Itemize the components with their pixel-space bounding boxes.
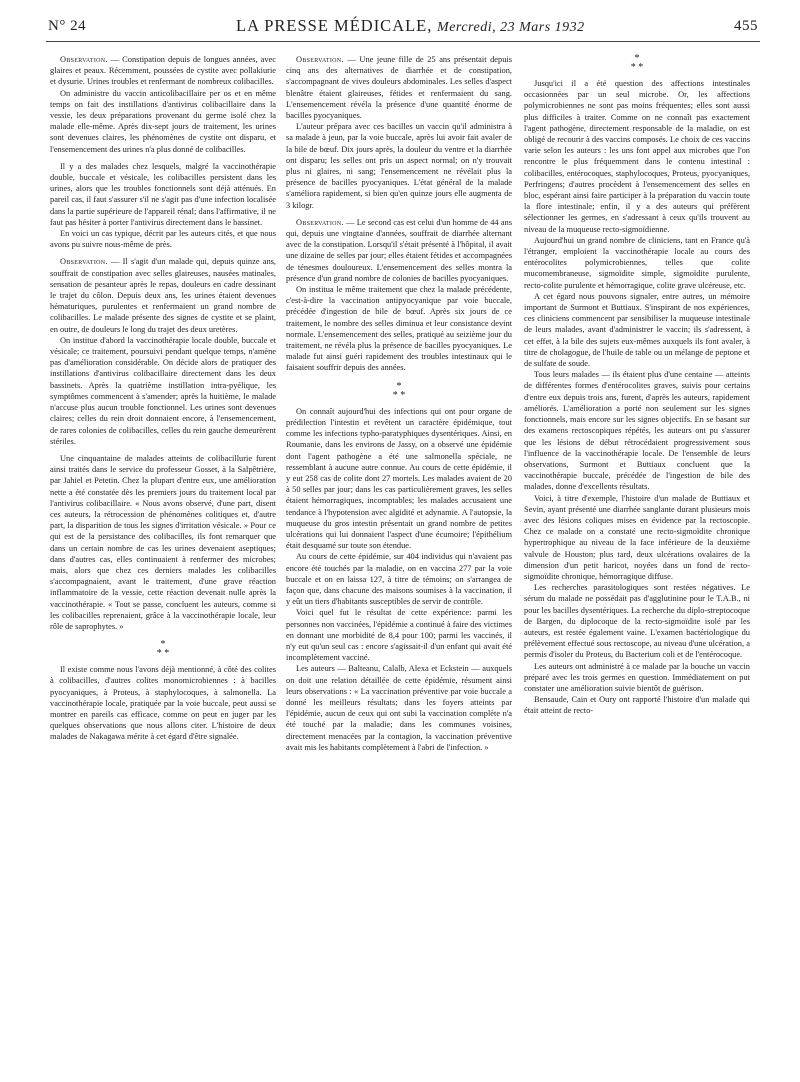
header-rule [46,41,760,42]
body-paragraph [286,551,512,607]
body-paragraph [286,284,512,374]
column-right [524,54,750,1072]
paragraph-text: Voici quel fut le résultat de cette expérience: parmi les personnes non vaccinées, l'épidémie a continué à faire des victimes en donnant une morbidité de 8,4 pour 100; parmi les vaccinés, il n'y eut qu'un seul cas : encore s'agissait-il d'un enfant qui avait été incomplètement vacciné. [286,608,512,663]
body-paragraph [50,453,276,632]
body-paragraph [524,291,750,369]
body-paragraph [286,663,512,753]
body-paragraph [286,607,512,663]
paragraph-text: Tous leurs malades — ils étaient plus d'une centaine — atteints de différentes formes d'entérocolites graves, suivis pour certains d'entre eux depuis trois ans, furent, d'après les auteurs, rapidement améliorés. L'amélioration a porté non seulement sur les signes fonctionnels, mais encore sur les signes objectifs. En se basant sur des examens rectoscopiques répétés, les auteurs ont pu s'assurer que les lésions de début rétrocédaient progressivement sous l'influence de la vaccinothérapie locale. De l'ensemble de leurs observations, Surmont et Buttiaux concluent que la vaccinothérapie buccale, précédée de l'ingestion de bile des malades, donne d'excellents résultats. [524,370,750,492]
paragraph-text: Les auteurs — Balteanu, Calalb, Alexa et Eckstein — auxquels on doit une relation détaillée de cette épidémie, résument ainsi leurs observations : « La vaccination préventive par voie buccale a donné les meilleurs résultats; dans les foyers atteints par l'épidémie, aucun de ceux qui ont subi la vaccination complète n'a été touché par la maladie; dans les communes voisines, directement menacées par la contagion, la vaccination préventive avait mis les habitants complètement à l'abri de l'infection. » [286,664,512,752]
publication-name: LA PRESSE MÉDICALE, [236,16,433,35]
body-paragraph [524,582,750,660]
paragraph-text: On connaît aujourd'hui des infections qui ont pour organe de prédilection l'intestin et revêtent un caractère épidémique, tout comme les infections typho-paratyphiques dysentériques. Ainsi, en Roumanie, dans les environs de Jassy, on a observé une épidémie dont l'agent pathogène a été une salmonella spéciale, ne ressemblant à aucune autre connue. Au cours de cette épidémie, il y eut 258 cas de colite dont 27 mortels. Les malades avaient de 20 à 50 selles par jour; dans les cas particulièrement graves, les selles étaient hémorragiques, incomptables; les malades accusaient une tendance à l'hypotension avec algidité et adynamie. A l'autopsie, la muqueuse du gros intestin présentait un grand nombre de petites ulcérations qui lui donnaient l'aspect d'une écumoire; l'épithélium était desquamé sur toute son étendue. [286,406,512,551]
paragraph-text: — Le second cas est celui d'un homme de 44 ans qui, depuis une vingtaine d'années, souffrait de diarrhée alternant avec de la constipation. Lorsqu'il s'était présenté à l'hôpital, il avait une dizaine de selles par jour; elles étaient fétides et accompagnées de ténesmes douloureux. L'ensemencement des selles montra la présence d'un grand nombre de colonies de bacilles pyocyaniques. [286,217,512,283]
paragraph-text: Les recherches parasitologiques sont restées négatives. Le sérum du malade ne possédait pas d'agglutinine pour le T.A.B., ni pour les bacilles dysentériques. La recherche du diplo-streptocoque de Bargen, du diplocoque de la recto-sigmoïdite isolé par les auteurs, est restée également vaine. L'examen bactériologique du prélèvement effectué sous rectoscope, au niveau d'une ulcération, a permis d'isoler du Proteus, du Bacterium coli et de l'entérocoque. [524,583,750,660]
paragraph-text: — Constipation depuis de longues années, avec glaires et peaux. Récemment, poussées de cystite avec pollakiurie et dysurie. Urines troubles et renfermant de nombreux colibacilles. [50,55,276,87]
body-paragraph [50,228,276,250]
body-paragraph [524,661,750,695]
paragraph-text: Aujourd'hui un grand nombre de cliniciens, tant en France qu'à l'étranger, emploient la vaccinothérapie locale au cours des entérocolites polymicrobiennes, telles que colite mucomembraneuse, sigmoïdite simple, sigmoïdite purulente, recto-colite purulente et hémorragique, colite grave ulcéreuse, etc. [524,235,750,290]
observation-paragraph [50,256,276,334]
page-header [48,14,758,38]
paragraph-text: Jusqu'ici il a été question des affections intestinales occasionnées par un seul microbe. Or, les affections polymicrobiennes ne sont pas moins fréquentes; elles sont aussi plus difficiles à traiter. Comme on ne connaît pas exactement l'agent pathogène, directement responsable de la maladie, on est obligé de recourir à des vaccins composés. Le choix de ces vaccins varie selon les auteurs : les uns font appel aux microbes que l'on rencontre le plus fréquemment dans le contenu intestinal : colibacilles, entérocoques, staphylocoques, Proteus, pyocyaniques, Perfringens; d'autres procèdent à l'ensemencement des selles en bloc, espérant ainsi faire participer à la préparation du vaccin toute la flore intestinale; enfin, il y a des auteurs qui préfèrent sélectionner les germes, en s'adressant à ceux qu'ils trouvent au niveau de la muqueuse recto-sigmoïdienne. [524,79,750,234]
body-paragraph [50,664,276,742]
paragraph-text: Au cours de cette épidémie, sur 404 individus qui n'avaient pas encore été touchés par la maladie, on en vaccina 277 par la voie buccale et on en laissa 127, à titre de témoins; on s'arrangea de façon que, dans chacune des maisons soumises à la vaccination, il y eût un tiers d'habitants susceptibles de servir de contrôle. [286,552,512,607]
paragraph-text: Il existe comme nous l'avons déjà mentionné, à côté des colites à colibacilles, d'autres colites monomicrobiennes : à bacilles pyocyaniques, à Proteus, à staphylocoques, à salmonella. La vaccinothérapie locale, pratiquée par la voie buccale, peut aussi se montrer en pareils cas efficace, comme on peut en juger par les quelques observations que nous allons citer. L'histoire de deux malades de Nakagawa mérite à cet égard d'être signalée. [50,665,276,742]
body-paragraph [524,694,750,716]
paragraph-text: Bensaude, Cain et Oury ont rapporté l'histoire d'un malade qui était atteint de recto- [524,695,750,716]
paragraph-text: Les auteurs ont administré à ce malade par la bouche un vaccin préparé avec les trois germes en question. Immédiatement on put constater une amélioration suivie bientôt de guérison. [524,661,750,693]
paragraph-text: En voici un cas typique, décrit par les auteurs cités, et que nous avons pu suivre nous-même de près. [50,229,276,250]
observation-label: Observation. [60,55,108,64]
section-separator: * * * [392,380,406,401]
observation-label: Observation. [60,257,108,267]
paragraph-text: On administre du vaccin anticolibacillaire per os et en même temps on fait des instillations d'antivirus colibacillaire dans la vessie, les deux préparations provenant du germe isolé chez la malade elle-même. Après dix-sept jours de traitement, les urines sont devenues claires, les phénomènes de cystite ont disparu, et l'ensemencement des urines n'a plus donné de colibacilles. [50,88,276,154]
paragraph-text: A cet égard nous pouvons signaler, entre autres, un mémoire important de Surmont et Buttiaux. S'inspirant de nos expériences, ces cliniciens commencent par sensibiliser la muqueuse intestinale de leurs malades, avant d'administrer le vaccin; ils s'adressent, à cet effet, à la bile des sujets eux-mêmes auxquels ils font avaler, à titre de cholagogue, de l'huile de table ou un mélange de peptone et de sulfate de soude. [524,291,750,369]
issue-date: Mercredi, 23 Mars 1932 [437,20,585,35]
body-paragraph [286,121,512,211]
section-separator: * * * [156,639,170,660]
observation-label: Observation. [296,55,344,64]
body-paragraph [524,493,750,583]
paragraph-text: Voici, à titre d'exemple, l'histoire d'un malade de Buttiaux et Sevin, ayant présenté une diarrhée sanglante durant plusieurs mois avec des lésions coliques mises en évidence par la rectoscopie. Chez ce malade on a constaté une recto-sigmoïdite chronique hypertrophique au niveau de la face inférieure de la deuxième valvule de Houston; plus tard, deux ulcérations ovalaires de la dimension d'un petit haricot, noyées dans un fond de recto-sigmoïdite chronique, hémorragique diffuse. [524,493,750,581]
body-paragraph [50,335,276,447]
observation-paragraph [286,217,512,284]
section-separator: * * * [630,54,644,73]
paragraph-text: — Il s'agit d'un malade qui, depuis quinze ans, souffrait de constipation avec selles glaireuses, nausées matinales, sensation de pesanteur après le repas, douleurs en cadre dessinant le trajet du côlon. Depuis deux ans, les urines étaient devenues hématuriques, purulentes et renfermaient un grand nombre de colibacilles. Le malade présente des signes de cystite et se plaint, en outre, de douleurs le long du trajet des deux uretères. [50,257,276,334]
paragraph-text: L'auteur prépara avec ces bacilles un vaccin qu'il administra à sa malade à jeun, par la voie buccale, après lui avoir fait avaler de la bile de bœuf. Dix jours après, la douleur du ventre et la diarrhée ont disparu; les selles ont pris un aspect normal; on n'y trouvait plus ni glaires, ni sang; l'ensemencement ne révélait plus la présence de bacilles pyocyaniques. L'état général de la malade s'améliora rapidement, si bien qu'en quinze jours elle augmenta de 3 kilogr. [286,122,512,210]
paragraph-text: On institue d'abord la vaccinothérapie locale double, buccale et vésicale; ce traitement, poursuivi pendant quelque temps, n'amène pas d'amélioration considérable. On décide alors de pratiquer des instillations d'antivirus colibacillaire directement dans les deux bassinets. Après la quatrième instillation intra-pyélique, les symptômes commencent à s'amender; après la huitième, le malade n'accuse plus aucun trouble fonctionnel. Les urines sont devenues claires; celles du rein droit donnaient encore, à l'ensemencement, de rares colonies de colibacilles, celles du rein gauche demeurèrent stériles. [50,335,276,446]
body-paragraph [50,161,276,228]
body-paragraph [524,235,750,291]
column-left [50,54,276,1072]
observation-paragraph [50,54,276,88]
paragraph-text: On institua le même traitement que chez la malade précédente, c'est-à-dire la vaccination antipyocyanique par voie buccale, précédée d'ingestion de bile de bœuf. Après six jours de ce traitement, le nombre des selles diminua et leur consistance devint normale. L'ensemencement des selles, pratiqué au seizième jour du traitement, ne révéla plus la présence de bacilles pyocyaniques. Le malade fut ainsi guéri rapidement des troubles intestinaux qui le faisaient souffrir depuis des années. [286,285,512,373]
body-paragraph [286,406,512,552]
body-paragraph [524,369,750,492]
paragraph-text: Il y a des malades chez lesquels, malgré la vaccinothérapie double, buccale et vésicale, les colibacilles persistent dans les urines, alors que les troubles fonctionnels sont déjà atténués. En pareil cas, il faut s'assurer s'il ne s'agit pas d'une infection localisée dans la partie supérieure de l'appareil rénal; dans l'affirmative, il ne faut pas hésiter à porter l'antivirus directement dans le bassinet. [50,161,276,227]
column-middle [286,54,512,1072]
issue-number: N° 24 [48,18,87,34]
observation-label: Observation. [296,217,344,227]
paragraph-text: — Une jeune fille de 25 ans présentait depuis cinq ans des alternatives de diarrhée et de constipation, s'accompagnant de vives douleurs abdominales. Les selles d'aspect blenâtre étaient glaireuses, fétides et renfermaient du sang. L'ensemencement révéla la présence d'une quantité énorme de bacilles pyocyaniques. [286,55,512,121]
observation-paragraph [286,54,512,121]
page-number: 455 [734,18,758,34]
body-paragraph [524,78,750,235]
body-paragraph [50,88,276,155]
paragraph-text: Une cinquantaine de malades atteints de colibacillurie furent ainsi traités dans le service du professeur Gosset, à la Salpêtrière, par Jahiel et Petetin. Chez la plupart d'entre eux, une amélioration nette a été constatée dès les premiers jours du traitement local par l'antivirus colibacillaire. « Nous avons observé, d'une part, disent ces auteurs, la rétrocession de phénomènes colitiques et, d'autre part, la disparition de tous les signes d'irritation vésicale. » Pour ce qui est de la persistance des colibacilles, ils font remarquer que dans un certain nombre de cas les urines devenaient aseptiques; dans d'autres cas, elles continuaient à renfermer des microbes; mais, alors que chez ces derniers malades les colibacilles s'accompagnaient, avant le traitement, d'une grave réaction inflammatoire de la vessie, cette réaction devenait nulle après la vaccinothérapie. « Tout se passe, concluent les auteurs, comme si les colibacilles reprenaient, grâce à la vaccinothérapie locale, leur rôle de saprophytes. » [50,453,276,631]
journal-title [236,16,585,36]
